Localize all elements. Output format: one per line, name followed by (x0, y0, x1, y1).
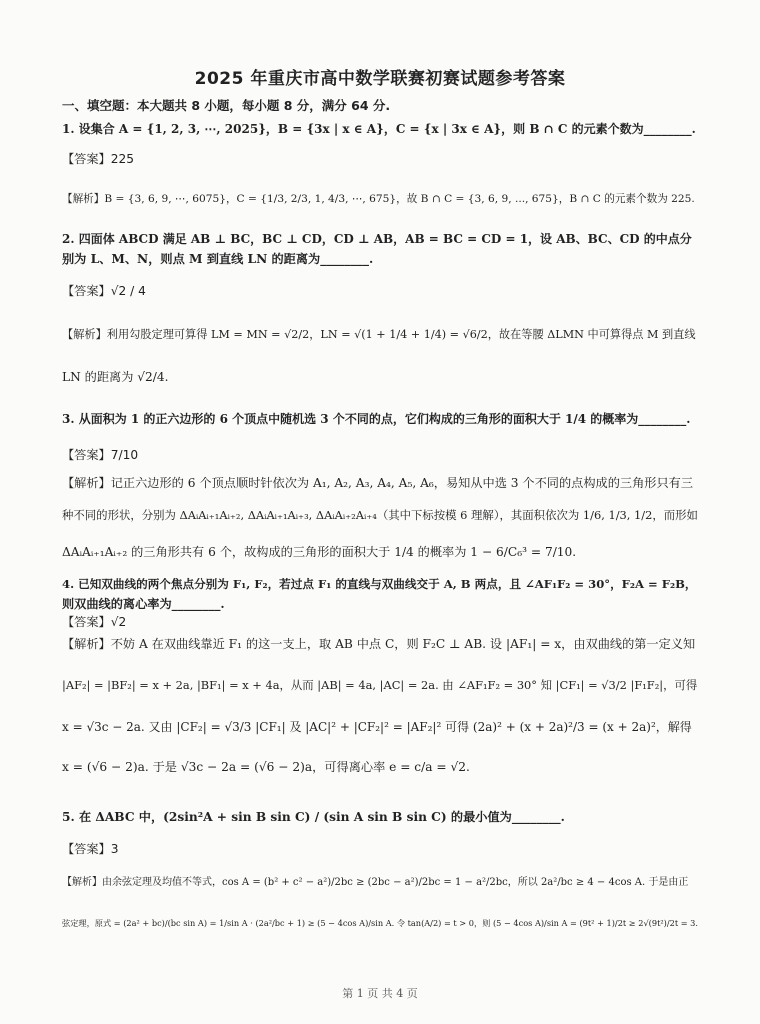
text-line: 别为 L、M、N，则点 M 到直线 LN 的距离为________. (62, 252, 374, 266)
page-footer: 第 1 页 共 4 页 (342, 987, 418, 1000)
text-line: 【答案】√2 / 4 (62, 284, 146, 298)
text-line: 【解析】利用勾股定理可算得 LM = MN = √2/2，LN = √(1 + 1/4 + 1/4) = √6/2，故在等腰 ΔLMN 中可算得点 M 到直线 (62, 328, 696, 341)
text-line: 【解析】由余弦定理及均值不等式，cos A = (b² + c² − a²)/2bc ≥ (2bc − a²)/2bc = 1 − a²/2bc，所以 2a²/bc ≥ 4 − 4cos A. 于是由正 (62, 877, 689, 888)
text-line: ΔAᵢAᵢ₊₁Aᵢ₊₂ 的三角形共有 6 个，故构成的三角形的面积大于 1/4 的概率为 1 − 6/C₆³ = 7/10. (62, 545, 577, 559)
text-line: 【答案】3 (62, 842, 119, 856)
text-line: LN 的距离为 √2/4. (62, 370, 169, 384)
text-line: |AF₂| = |BF₂| = x + 2a, |BF₁| = x + 4a，从而 |AB| = 4a, |AC| = 2a. 由 ∠AF₁F₂ = 30° 知 |CF₁| = √3/2 |F₁F₂|，可得 (62, 678, 698, 692)
text-line: 5. 在 ΔABC 中，(2sin²A + sin B sin C) / (sin A sin B sin C) 的最小值为________. (62, 810, 565, 824)
text-line: 【解析】B = {3, 6, 9, ⋯, 6075}，C = {1/3, 2/3, 1, 4/3, ⋯, 675}，故 B ∩ C = {3, 6, 9, ..., 675}，B ∩ C 的元素个数为 225. (62, 193, 695, 205)
text-line: 3. 从面积为 1 的正六边形的 6 个顶点中随机选 3 个不同的点，它们构成的三角形的面积大于 1/4 的概率为________. (62, 412, 691, 426)
text-line: 则双曲线的离心率为________. (62, 597, 225, 611)
section-heading: 一、填空题：本大题共 8 小题，每小题 8 分，满分 64 分. (62, 98, 391, 113)
text-line: 弦定理，原式 = (2a² + bc)/(bc sin A) = 1/sin A · (2a²/bc + 1) ≥ (5 − 4cos A)/sin A. 令 tan(A/2) = t > 0，则 (5 − 4cos A)/sin A = (9t² + 1)/2t ≥ 2√(9t²)/2t = 3. (62, 918, 698, 928)
text-line: x = (√6 − 2)a. 于是 √3c − 2a = (√6 − 2)a，可得离心率 e = c/a = √2. (62, 760, 470, 774)
text-line: 【解析】记正六边形的 6 个顶点顺时针依次为 A₁, A₂, A₃, A₄, A₅, A₆，易知从中选 3 个不同的点构成的三角形只有三 (62, 476, 694, 490)
text-line: 1. 设集合 A = {1, 2, 3, ⋯, 2025}，B = {3x | x ∈ A}，C = {x | 3x ∈ A}，则 B ∩ C 的元素个数为________. (62, 122, 696, 136)
text-line: 【答案】7/10 (62, 448, 139, 462)
text-line: 2. 四面体 ABCD 满足 AB ⊥ BC，BC ⊥ CD，CD ⊥ AB，AB = BC = CD = 1，设 AB、BC、CD 的中点分 (62, 232, 692, 246)
document-title: 2025 年重庆市高中数学联赛初赛试题参考答案 (194, 69, 566, 89)
text-line: 【答案】√2 (62, 615, 127, 629)
text-line: 【解析】不妨 A 在双曲线靠近 F₁ 的这一支上，取 AB 中点 C，则 F₂C ⊥ AB. 设 |AF₁| = x，由双曲线的第一定义知 (62, 637, 696, 651)
text-line: 【答案】225 (62, 152, 135, 166)
text-line: 4. 已知双曲线的两个焦点分别为 F₁, F₂，若过点 F₁ 的直线与双曲线交于 A, B 两点，且 ∠AF₁F₂ = 30°，F₂A = F₂B， (62, 577, 697, 591)
text-line: x = √3c − 2a. 又由 |CF₂| = √3/3 |CF₁| 及 |AC|² + |CF₂|² = |AF₂|² 可得 (2a)² + (x + 2a)²/3 = (x + 2a)²，解得 (62, 720, 692, 734)
text-line: 种不同的形状，分别为 ΔAᵢAᵢ₊₁Aᵢ₊₂, ΔAᵢAᵢ₊₁Aᵢ₊₃, ΔAᵢAᵢ₊₂Aᵢ₊₄（其中下标按模 6 理解），其面积依次为 1/6, 1/3, 1/2，而形如 (62, 508, 698, 522)
